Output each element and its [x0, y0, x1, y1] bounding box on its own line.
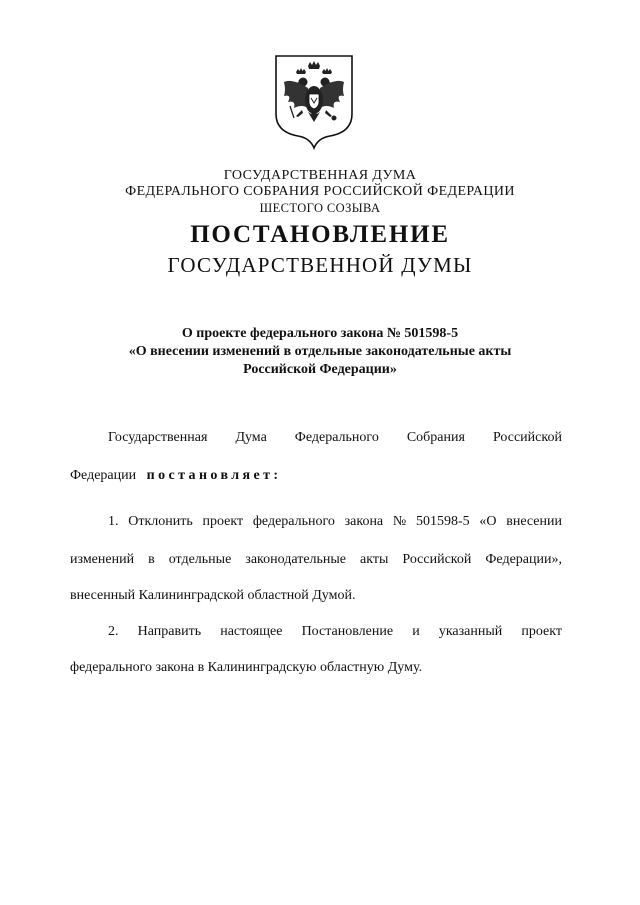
- word: проект: [521, 624, 562, 639]
- word: федерального: [252, 514, 335, 529]
- word: Собрания: [406, 430, 465, 445]
- decree-word: постановляет:: [146, 468, 282, 483]
- document-issuer-subtitle: ГОСУДАРСТВЕННОЙ ДУМЫ: [167, 253, 473, 277]
- subject-line-1: О проекте федерального закона № 501598-5: [181, 326, 459, 341]
- word: изменений: [70, 552, 135, 567]
- item-2-line-1: [108, 623, 562, 641]
- word: Российской: [492, 430, 562, 445]
- word: отдельные: [168, 552, 232, 567]
- word: Государственная: [108, 430, 208, 445]
- preamble-line-2: [70, 467, 562, 485]
- item-1-line-1: [108, 513, 562, 531]
- item-2-line-2: федерального закона в Калининградскую областную Думу.: [70, 660, 423, 675]
- word: Федерального: [294, 430, 379, 445]
- subject-line-3: Российской Федерации»: [243, 362, 397, 377]
- word: Федерации»,: [485, 552, 562, 567]
- coat-of-arms-emblem: [272, 52, 356, 150]
- word: внесении: [506, 514, 562, 529]
- item-1-line-2: [70, 551, 562, 569]
- item-1-line-3: внесенный Калининградской областной Думой.: [70, 588, 356, 603]
- word: «О: [479, 514, 497, 529]
- word: закона: [344, 514, 384, 529]
- word: Российской: [402, 552, 472, 567]
- word: в: [148, 552, 155, 567]
- document-type-title: ПОСТАНОВЛЕНИЕ: [190, 221, 450, 248]
- word: Отклонить: [128, 514, 193, 529]
- preamble-line-1: [108, 429, 562, 447]
- word: 2.: [108, 624, 119, 639]
- word: законодательные: [245, 552, 347, 567]
- word: и: [412, 624, 420, 639]
- subject-line-2: «О внесении изменений в отдельные законодательные акты: [128, 344, 512, 359]
- word: Дума: [235, 430, 267, 445]
- word: Постановление: [301, 624, 394, 639]
- word: Направить: [137, 624, 202, 639]
- word: акты: [360, 552, 389, 567]
- issuer-line-2: ФЕДЕРАЛЬНОГО СОБРАНИЯ РОССИЙСКОЙ ФЕДЕРАЦИИ: [125, 184, 515, 199]
- word: 501598-5: [415, 514, 470, 529]
- issuer-line-1: ГОСУДАРСТВЕННАЯ ДУМА: [223, 168, 417, 183]
- word: №: [392, 514, 407, 529]
- word: 1.: [108, 514, 119, 529]
- word: проект: [202, 514, 244, 529]
- word: Федерации: [70, 468, 137, 483]
- convocation-line: ШЕСТОГО СОЗЫВА: [259, 201, 381, 215]
- word: настоящее: [220, 624, 283, 639]
- word: указанный: [438, 624, 503, 639]
- double-headed-eagle-icon: [272, 52, 356, 150]
